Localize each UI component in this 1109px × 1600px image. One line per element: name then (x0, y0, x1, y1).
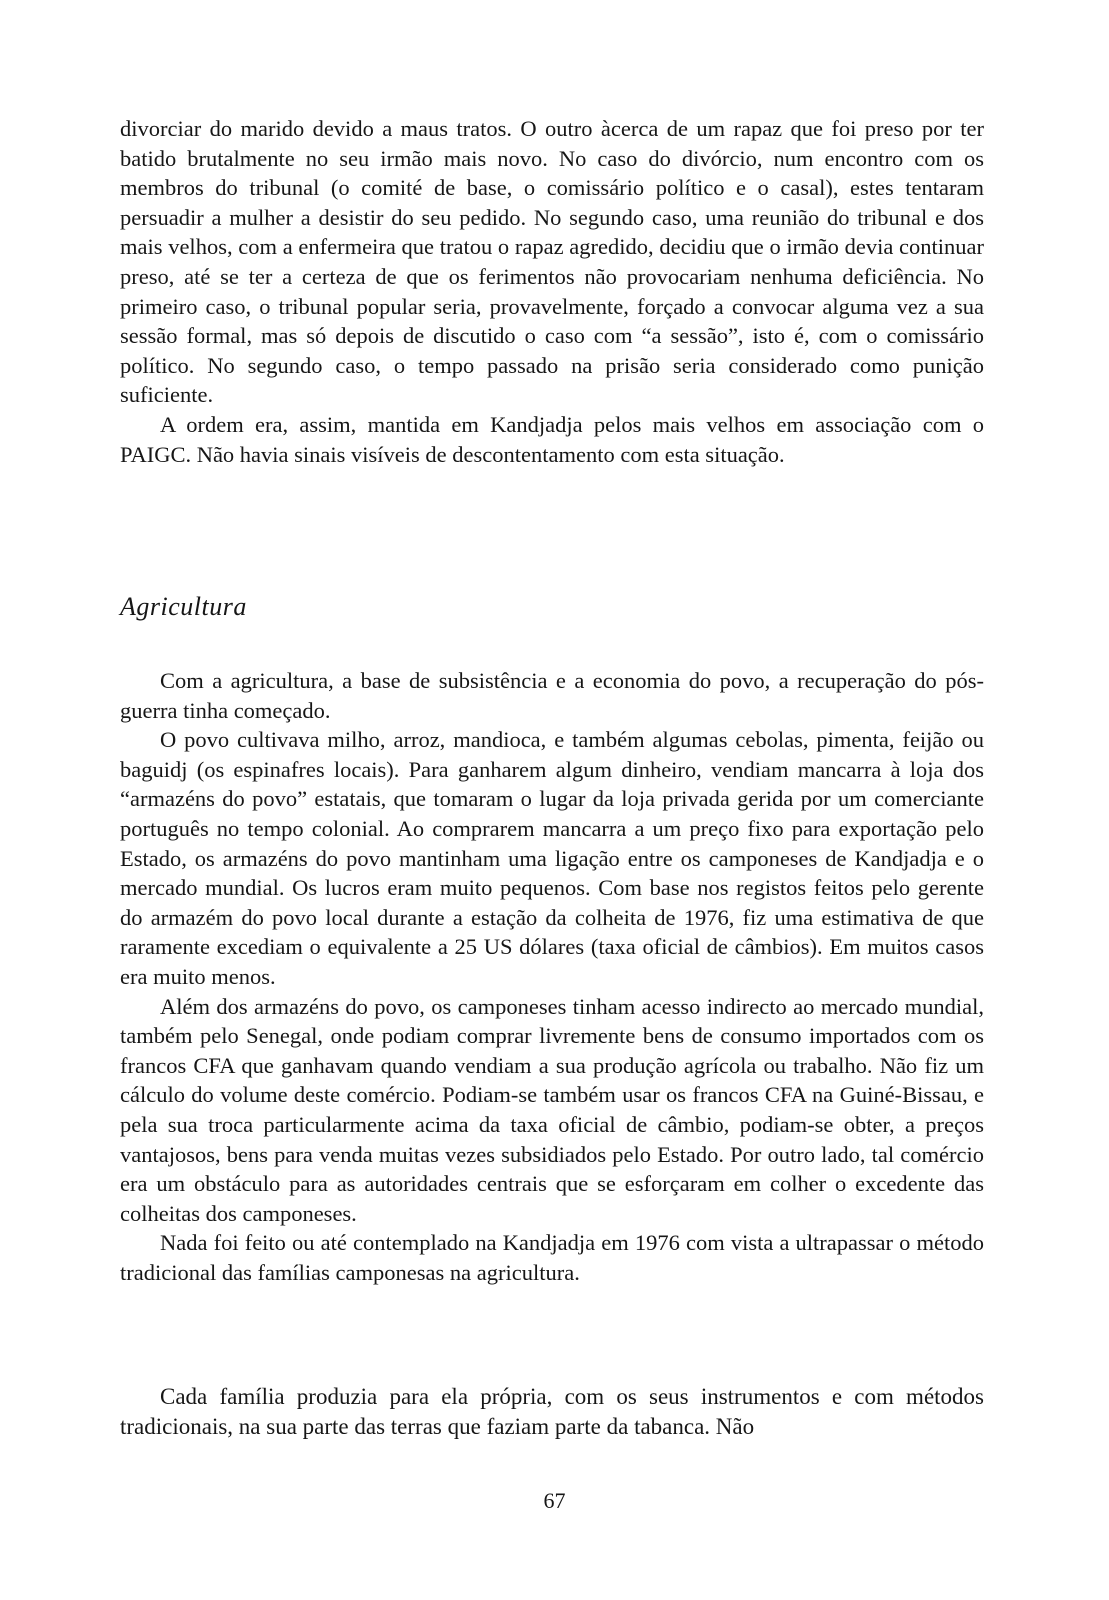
paragraph: Além dos armazéns do povo, os camponeses tinham acesso indirecto ao mercado mundial, também pelo Senegal, onde podiam comprar livremente bens de consumo importados com os francos CFA que ganhavam quando vendiam a sua produção agrícola ou trabalho. Não fiz um cálculo do volume deste comércio. Podiam-se também usar os francos CFA na Guiné-Bissau, e pela sua troca particularmente acima da taxa oficial de câmbio, podiam-se obter, a preços vantajosos, bens para venda muitas vezes subsidiados pelo Estado. Por outro lado, tal comércio era um obstáculo para as autoridades centrais que se esforçaram em colher o excedente das colheitas dos camponeses. (120, 993, 984, 1226)
body-text-tail (120, 1382, 984, 1442)
section-heading: Agricultura (120, 592, 247, 621)
paragraph: A ordem era, assim, mantida em Kandjadja pelos mais velhos em associação com o PAIGC. Não havia sinais visíveis de descontentamento com esta situação. (120, 411, 984, 467)
paragraph: Nada foi feito ou até contemplado na Kandjadja em 1976 com vista a ultrapassar o método tradicional das famílias camponesas na agricultura. (120, 1230, 984, 1285)
paragraph: O povo cultivava milho, arroz, mandioca, e também algumas cebolas, pimenta, feijão ou baguidj (os espinafres locais). Para ganharem algum dinheiro, vendiam mancarra à loja dos “armazéns do povo” estatais, que tomaram o lugar da loja privada gerida por um comerciante português no tempo colonial. Ao comprarem mancarra a um preço fixo para exportação pelo Estado, os armazéns do povo mantinham uma ligação entre os camponeses de Kandjadja e o mercado mundial. Os lucros eram muito pequenos. Com base nos registos feitos pelo gerente do armazém do povo local durante a estação da colheita de 1976, fiz uma estimativa de que raramente excediam o equivalente a 25 US dólares (taxa oficial de câmbios). Em muitos casos era muito menos. (120, 727, 984, 989)
page-number: 67 (543, 1488, 566, 1513)
body-text-top (120, 114, 984, 469)
paragraph: divorciar do marido devido a maus tratos. O outro àcerca de um rapaz que foi preso por ter batido brutalmente no seu irmão mais novo. No caso do divórcio, num encontro com os membros do tribunal (o comité de base, o comissário político e o casal), estes tentaram persuadir a mulher a desistir do seu pedido. No segundo caso, uma reunião do tribunal e dos mais velhos, com a enfermeira que tratou o rapaz agredido, decidiu que o irmão devia continuar preso, até se ter a certeza de que os ferimentos não provocariam nenhuma deficiência. No primeiro caso, o tribunal popular seria, provavelmente, forçado a convocar alguma vez a sua sessão formal, mas só depois de discutido o caso com “a sessão”, isto é, com o comissário político. No segundo caso, o tempo passado na prisão seria considerado como punição suficiente. (120, 116, 984, 408)
paragraph: Com a agricultura, a base de subsistência e a economia do povo, a recuperação do pós-guerra tinha começado. (120, 668, 984, 723)
body-text-bottom (120, 666, 984, 1287)
paragraph: Cada família produzia para ela própria, com os seus instrumentos e com métodos tradicionais, na sua parte das terras que faziam parte da tabanca. Não (120, 1384, 984, 1439)
